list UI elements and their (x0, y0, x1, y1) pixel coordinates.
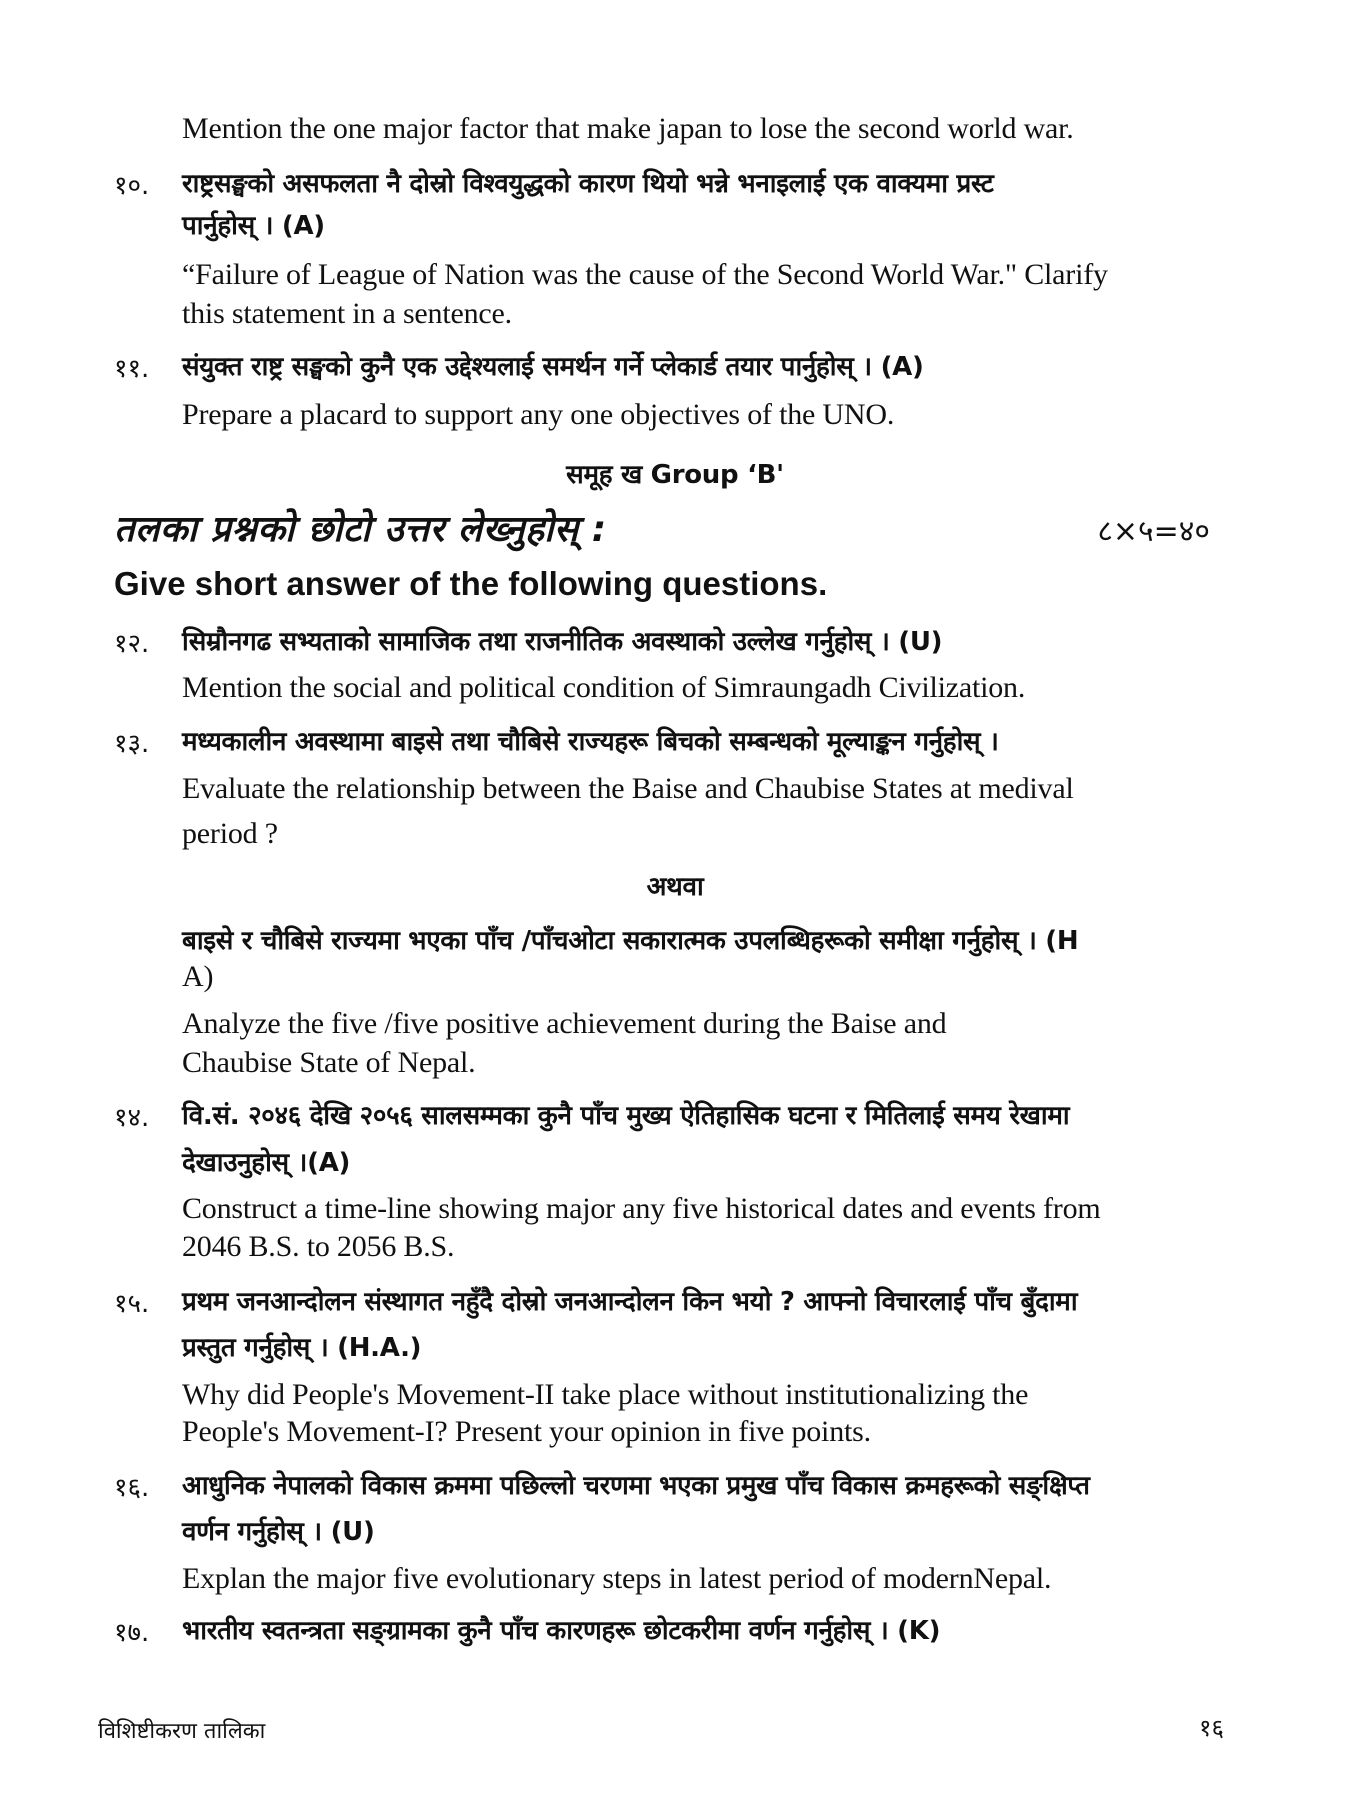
question-nepali-text: मध्यकालीन अवस्थामा बाइसे तथा चौबिसे राज्यहरू बिचको सम्बन्धको मूल्याङ्कन गर्नुहोस् । (182, 727, 999, 757)
question-english-text: 2046 B.S. to 2056 B.S. (182, 1230, 455, 1263)
question-english-text: period ? (182, 817, 278, 850)
question-number: १७. (114, 1618, 150, 1648)
question-number: १०. (114, 171, 150, 201)
page-number: १६ (1199, 1714, 1224, 1742)
question-nepali-text: राष्ट्रसङ्घको असफलता नै दोस्रो विश्वयुद्धको कारण थियो भन्ने भनाइलाई एक वाक्यमा प्रस्ट (182, 169, 994, 199)
question-number: ११. (114, 354, 150, 384)
question-english-text: this statement in a sentence. (182, 297, 512, 330)
question-nepali-text: भारतीय स्वतन्त्रता सङ्ग्रामका कुनै पाँच कारणहरू छोटकरीमा वर्णन गर्नुहोस् । (K) (182, 1616, 941, 1646)
group-b-marks: ८×५=४० (1097, 514, 1210, 549)
question-english-text: Evaluate the relationship between the Baise and Chaubise States at medival (182, 772, 1074, 805)
question-number: १३. (114, 729, 150, 759)
question-nepali-text: पार्नुहोस् । (A) (182, 211, 325, 241)
question-english-text: Prepare a placard to support any one objectives of the UNO. (182, 398, 895, 431)
question-nepali-text: प्रस्तुत गर्नुहोस् । (H.A.) (182, 1333, 422, 1363)
footer-title: विशिष्टीकरण तालिका (98, 1719, 266, 1744)
or-label: अथवा (646, 872, 704, 902)
question-nepali-text: सिम्रौनगढ सभ्यताको सामाजिक तथा राजनीतिक अवस्थाको उल्लेख गर्नुहोस् । (U) (182, 627, 943, 657)
question-number: १५. (114, 1289, 150, 1319)
alternative-nepali-text: बाइसे र चौबिसे राज्यमा भएका पाँच /पाँचओटा सकारात्मक उपलब्धिहरूको समीक्षा गर्नुहोस् । (H (182, 926, 1079, 956)
question-english-text: Explan the major five evolutionary steps in latest period of modernNepal. (182, 1562, 1052, 1595)
group-b-instruction-nepali: तलका प्रश्नको छोटो उत्तर लेख्नुहोस् : (114, 509, 607, 550)
alternative-english-text: Chaubise State of Nepal. (182, 1046, 476, 1079)
alternative-english-text: Analyze the five /five positive achievement during the Baise and (182, 1007, 947, 1040)
question-english-text: Construct a time-line showing major any five historical dates and events from (182, 1192, 1101, 1225)
question-number: १६. (114, 1473, 150, 1503)
question-number: १२. (114, 629, 150, 659)
question-english-text: People's Movement-I? Present your opinion in five points. (182, 1415, 871, 1448)
question-nepali-text: संयुक्त राष्ट्र सङ्घको कुनै एक उद्देश्यलाई समर्थन गर्ने प्लेकार्ड तयार पार्नुहोस् । (A) (182, 352, 924, 382)
question-number: १४. (114, 1103, 150, 1133)
group-b-title: समूह ख Group ‘B' (566, 460, 784, 490)
question-nepali-text: आधुनिक नेपालको विकास क्रममा पछिल्लो चरणमा भएका प्रमुख पाँच विकास क्रमहरूको सङ्क्षिप्त (182, 1471, 1090, 1501)
question-nepali-text: वि.सं. २०४६ देखि २०५६ सालसम्मका कुनै पाँच मुख्य ऐतिहासिक घटना र मितिलाई समय रेखामा (182, 1101, 1070, 1131)
question-english-text: Why did People's Movement-II take place without institutionalizing the (182, 1378, 1029, 1411)
question-nepali-text: प्रथम जनआन्दोलन संस्थागत नहुँदै दोस्रो जनआन्दोलन किन भयो ? आफ्नो विचारलाई पाँच बुँदामा (182, 1287, 1078, 1317)
group-b-instruction-english: Give short answer of the following questions. (114, 565, 828, 602)
question-nepali-text: देखाउनुहोस् ।(A) (182, 1148, 351, 1178)
question-english-text: Mention the social and political condition of Simraungadh Civilization. (182, 671, 1026, 704)
question-english-text: “Failure of League of Nation was the cause of the Second World War." Clarify (182, 258, 1108, 291)
alternative-nepali-text: A) (182, 960, 214, 993)
question-nepali-text: वर्णन गर्नुहोस् । (U) (182, 1517, 375, 1547)
question-9-english-text: Mention the one major factor that make japan to lose the second world war. (182, 112, 1074, 145)
